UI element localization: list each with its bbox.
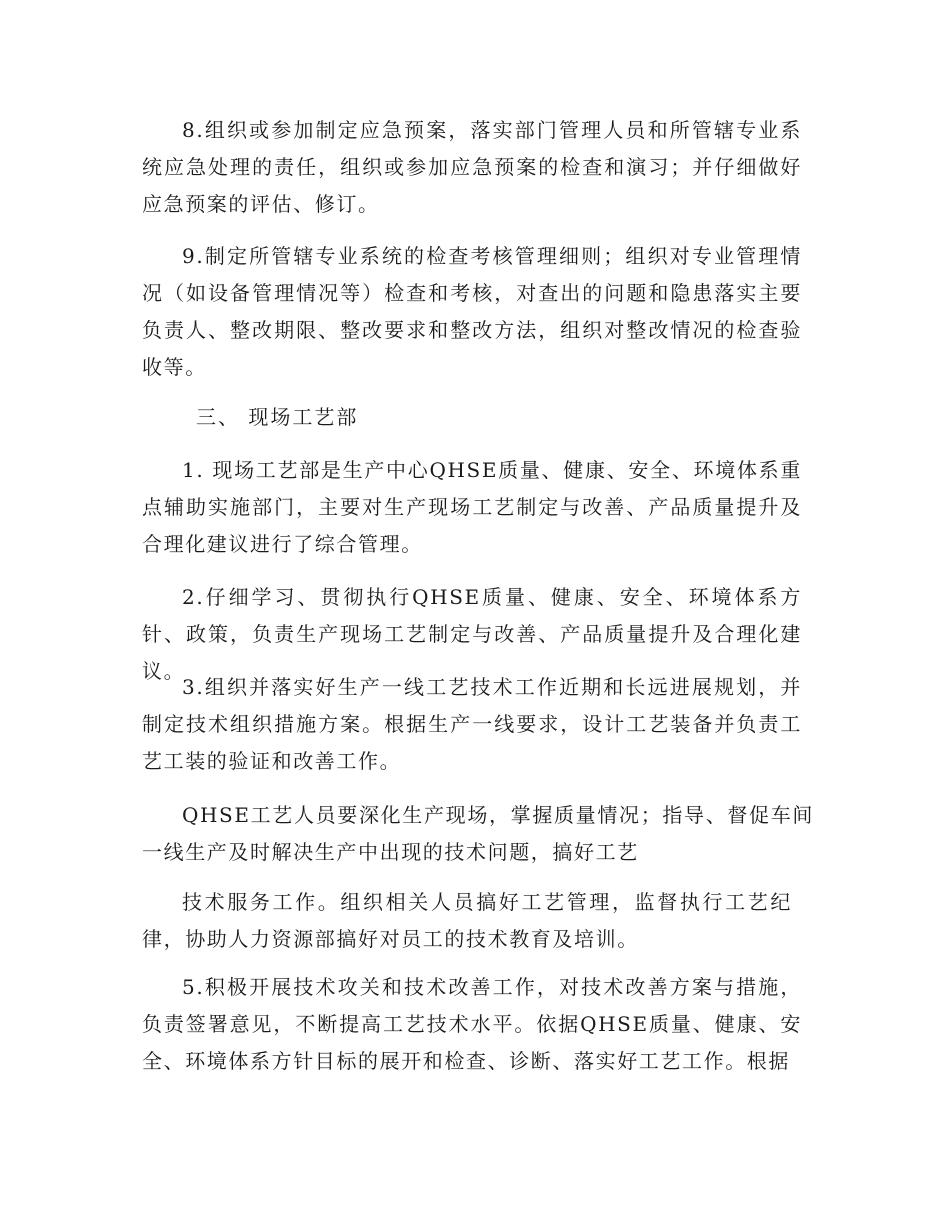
paragraph-item-9: 9.制定所管辖专业系统的检查考核管理细则；组织对专业管理情况（如设备管理情况等）检查和考核，对查出的问题和隐患落实主要负责人、整改期限、整改要求和整改方法，组织对整改情况的检查验收等。 [142,244,802,379]
section-heading: 三、 现场工艺部 [196,405,359,429]
paragraph-item-2: 2.仔细学习、贯彻执行QHSE质量、健康、安全、环境体系方针、政策，负责生产现场工艺制定与改善、产品质量提升及合理化建议。 [142,585,802,683]
paragraph-item-5: 5.积极开展技术攻关和技术改善工作，对技术改善方案与措施，负责签署意见，不断提高工艺技术水平。依据QHSE质量、健康、安全、环境体系方针目标的展开和检查、诊断、落实好工艺工作。根据 [142,975,802,1073]
paragraph-item-1: 1. 现场工艺部是生产中心QHSE质量、健康、安全、环境体系重点辅助实施部门，主要对生产现场工艺制定与改善、产品质量提升及合理化建议进行了综合管理。 [142,458,802,556]
paragraph-qhse-staff: QHSE工艺人员要深化生产现场，掌握质量情况；指导、督促车间一线生产及时解决生产中出现的技术问题，搞好工艺 [142,803,814,864]
paragraph-item-8: 8.组织或参加制定应急预案，落实部门管理人员和所管辖专业系统应急处理的责任，组织或参加应急预案的检查和演习；并仔细做好应急预案的评估、修订。 [142,118,802,216]
paragraph-item-3: 3.组织并落实好生产一线工艺技术工作近期和长远进展规划，并制定技术组织措施方案。根据生产一线要求，设计工艺装备并负责工艺工装的验证和改善工作。 [142,675,802,773]
paragraph-tech-service: 技术服务工作。组织相关人员搞好工艺管理，监督执行工艺纪律，协助人力资源部搞好对员工的技术教育及培训。 [142,890,792,951]
